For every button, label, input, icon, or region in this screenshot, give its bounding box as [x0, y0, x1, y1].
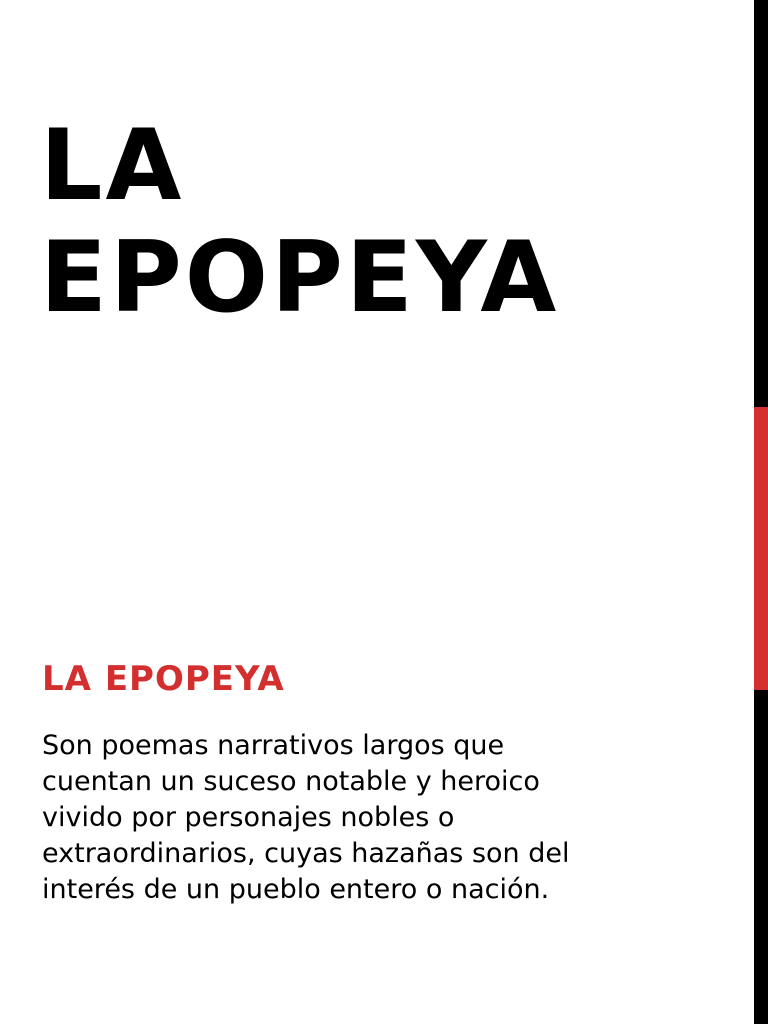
edge-accent-bar	[754, 407, 768, 690]
body-line: Son poemas narrativos largos que	[42, 730, 505, 761]
body-line: vivido por personajes nobles o	[42, 802, 455, 833]
body-line: cuentan un suceso notable y heroico	[42, 766, 540, 797]
body-line: extraordinarios, cuyas hazañas son del	[42, 838, 570, 869]
section-body	[42, 728, 722, 908]
slide-title-line-2: EPOPEYA	[40, 221, 560, 335]
slide-title	[40, 110, 730, 334]
body-line: interés de un pueblo entero o nación.	[42, 874, 550, 905]
section-heading: LA EPOPEYA	[42, 659, 285, 699]
slide-title-line-1: LA	[40, 109, 185, 223]
